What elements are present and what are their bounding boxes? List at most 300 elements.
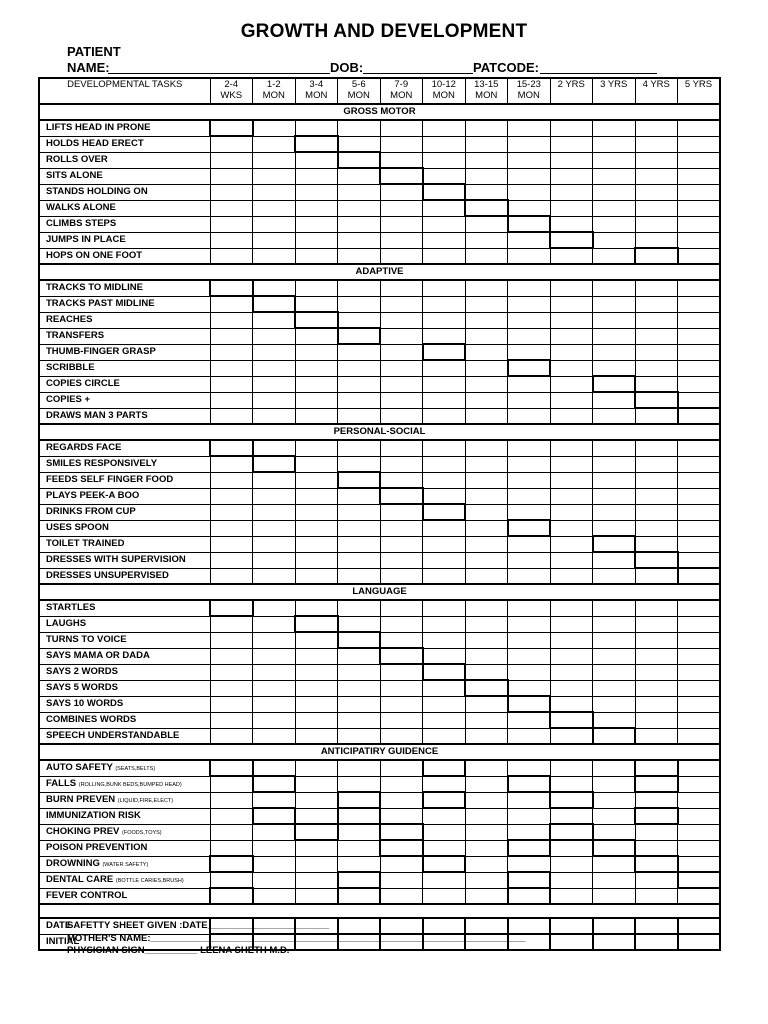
grid-cell[interactable] — [593, 680, 636, 696]
milestone-check-cell[interactable] — [295, 312, 338, 328]
grid-cell[interactable] — [465, 216, 508, 232]
milestone-check-cell[interactable] — [338, 472, 381, 488]
grid-cell[interactable] — [380, 776, 423, 792]
grid-cell[interactable] — [465, 360, 508, 376]
grid-cell[interactable] — [210, 648, 253, 664]
grid-cell[interactable] — [678, 472, 721, 488]
milestone-check-cell[interactable] — [210, 600, 253, 616]
grid-cell[interactable] — [465, 520, 508, 536]
grid-cell[interactable] — [338, 376, 381, 392]
grid-cell[interactable] — [423, 120, 466, 136]
grid-cell[interactable] — [678, 680, 721, 696]
grid-cell[interactable] — [338, 712, 381, 728]
grid-cell[interactable] — [550, 376, 593, 392]
grid-cell[interactable] — [338, 280, 381, 296]
grid-cell[interactable] — [380, 312, 423, 328]
grid-cell[interactable] — [550, 344, 593, 360]
initial-cell[interactable] — [593, 934, 636, 950]
grid-cell[interactable] — [465, 728, 508, 744]
grid-cell[interactable] — [380, 344, 423, 360]
grid-cell[interactable] — [635, 712, 678, 728]
grid-cell[interactable] — [678, 184, 721, 200]
milestone-check-cell[interactable] — [508, 776, 551, 792]
grid-cell[interactable] — [678, 248, 721, 264]
grid-cell[interactable] — [550, 664, 593, 680]
grid-cell[interactable] — [295, 392, 338, 408]
grid-cell[interactable] — [635, 648, 678, 664]
grid-cell[interactable] — [550, 312, 593, 328]
milestone-check-cell[interactable] — [423, 792, 466, 808]
grid-cell[interactable] — [465, 792, 508, 808]
grid-cell[interactable] — [295, 520, 338, 536]
date-cell[interactable] — [635, 918, 678, 934]
grid-cell[interactable] — [295, 792, 338, 808]
grid-cell[interactable] — [465, 536, 508, 552]
grid-cell[interactable] — [593, 520, 636, 536]
grid-cell[interactable] — [593, 216, 636, 232]
milestone-check-cell[interactable] — [210, 888, 253, 904]
grid-cell[interactable] — [423, 616, 466, 632]
grid-cell[interactable] — [253, 504, 296, 520]
grid-cell[interactable] — [380, 792, 423, 808]
grid-cell[interactable] — [678, 328, 721, 344]
grid-cell[interactable] — [380, 216, 423, 232]
date-cell[interactable] — [423, 918, 466, 934]
grid-cell[interactable] — [338, 664, 381, 680]
grid-cell[interactable] — [338, 824, 381, 840]
grid-cell[interactable] — [550, 632, 593, 648]
milestone-check-cell[interactable] — [295, 616, 338, 632]
grid-cell[interactable] — [593, 440, 636, 456]
grid-cell[interactable] — [508, 760, 551, 776]
milestone-check-cell[interactable] — [338, 872, 381, 888]
grid-cell[interactable] — [635, 376, 678, 392]
grid-cell[interactable] — [210, 712, 253, 728]
grid-cell[interactable] — [508, 296, 551, 312]
grid-cell[interactable] — [678, 360, 721, 376]
grid-cell[interactable] — [593, 120, 636, 136]
grid-cell[interactable] — [635, 888, 678, 904]
milestone-check-cell[interactable] — [423, 344, 466, 360]
grid-cell[interactable] — [593, 888, 636, 904]
grid-cell[interactable] — [593, 712, 636, 728]
grid-cell[interactable] — [380, 296, 423, 312]
grid-cell[interactable] — [210, 680, 253, 696]
milestone-check-cell[interactable] — [508, 520, 551, 536]
grid-cell[interactable] — [678, 280, 721, 296]
grid-cell[interactable] — [678, 552, 721, 568]
grid-cell[interactable] — [593, 328, 636, 344]
grid-cell[interactable] — [380, 120, 423, 136]
grid-cell[interactable] — [550, 504, 593, 520]
grid-cell[interactable] — [550, 552, 593, 568]
grid-cell[interactable] — [253, 536, 296, 552]
grid-cell[interactable] — [508, 616, 551, 632]
grid-cell[interactable] — [295, 648, 338, 664]
grid-cell[interactable] — [508, 472, 551, 488]
milestone-check-cell[interactable] — [678, 568, 721, 584]
grid-cell[interactable] — [465, 312, 508, 328]
grid-cell[interactable] — [423, 312, 466, 328]
grid-cell[interactable] — [253, 200, 296, 216]
grid-cell[interactable] — [210, 728, 253, 744]
grid-cell[interactable] — [338, 360, 381, 376]
grid-cell[interactable] — [635, 168, 678, 184]
grid-cell[interactable] — [338, 728, 381, 744]
grid-cell[interactable] — [635, 680, 678, 696]
grid-cell[interactable] — [380, 568, 423, 584]
grid-cell[interactable] — [550, 472, 593, 488]
grid-cell[interactable] — [508, 664, 551, 680]
grid-cell[interactable] — [295, 152, 338, 168]
milestone-check-cell[interactable] — [593, 728, 636, 744]
grid-cell[interactable] — [210, 296, 253, 312]
grid-cell[interactable] — [253, 520, 296, 536]
grid-cell[interactable] — [550, 728, 593, 744]
grid-cell[interactable] — [593, 360, 636, 376]
grid-cell[interactable] — [210, 168, 253, 184]
grid-cell[interactable] — [423, 360, 466, 376]
grid-cell[interactable] — [253, 440, 296, 456]
grid-cell[interactable] — [465, 648, 508, 664]
grid-cell[interactable] — [253, 376, 296, 392]
grid-cell[interactable] — [295, 344, 338, 360]
grid-cell[interactable] — [295, 200, 338, 216]
initial-cell[interactable] — [678, 934, 721, 950]
milestone-check-cell[interactable] — [210, 280, 253, 296]
grid-cell[interactable] — [508, 824, 551, 840]
grid-cell[interactable] — [295, 440, 338, 456]
grid-cell[interactable] — [593, 872, 636, 888]
grid-cell[interactable] — [338, 520, 381, 536]
grid-cell[interactable] — [550, 168, 593, 184]
milestone-check-cell[interactable] — [253, 456, 296, 472]
grid-cell[interactable] — [550, 856, 593, 872]
grid-cell[interactable] — [635, 216, 678, 232]
grid-cell[interactable] — [593, 824, 636, 840]
date-cell[interactable] — [380, 918, 423, 934]
grid-cell[interactable] — [253, 664, 296, 680]
grid-cell[interactable] — [465, 696, 508, 712]
grid-cell[interactable] — [465, 488, 508, 504]
milestone-check-cell[interactable] — [338, 792, 381, 808]
grid-cell[interactable] — [508, 728, 551, 744]
milestone-check-cell[interactable] — [338, 152, 381, 168]
initial-cell[interactable] — [550, 934, 593, 950]
date-cell[interactable] — [678, 918, 721, 934]
grid-cell[interactable] — [295, 776, 338, 792]
grid-cell[interactable] — [295, 712, 338, 728]
grid-cell[interactable] — [338, 296, 381, 312]
grid-cell[interactable] — [593, 648, 636, 664]
grid-cell[interactable] — [635, 328, 678, 344]
grid-cell[interactable] — [295, 184, 338, 200]
grid-cell[interactable] — [253, 232, 296, 248]
grid-cell[interactable] — [253, 408, 296, 424]
grid-cell[interactable] — [508, 312, 551, 328]
grid-cell[interactable] — [338, 760, 381, 776]
grid-cell[interactable] — [210, 504, 253, 520]
milestone-check-cell[interactable] — [508, 872, 551, 888]
grid-cell[interactable] — [338, 392, 381, 408]
grid-cell[interactable] — [423, 152, 466, 168]
grid-cell[interactable] — [253, 312, 296, 328]
grid-cell[interactable] — [550, 776, 593, 792]
grid-cell[interactable] — [423, 872, 466, 888]
grid-cell[interactable] — [295, 280, 338, 296]
grid-cell[interactable] — [593, 600, 636, 616]
grid-cell[interactable] — [678, 136, 721, 152]
milestone-check-cell[interactable] — [508, 696, 551, 712]
milestone-check-cell[interactable] — [380, 840, 423, 856]
grid-cell[interactable] — [380, 888, 423, 904]
grid-cell[interactable] — [338, 344, 381, 360]
milestone-check-cell[interactable] — [678, 408, 721, 424]
milestone-check-cell[interactable] — [423, 664, 466, 680]
grid-cell[interactable] — [593, 632, 636, 648]
grid-cell[interactable] — [550, 136, 593, 152]
milestone-check-cell[interactable] — [295, 136, 338, 152]
grid-cell[interactable] — [465, 664, 508, 680]
grid-cell[interactable] — [678, 616, 721, 632]
grid-cell[interactable] — [423, 776, 466, 792]
grid-cell[interactable] — [380, 632, 423, 648]
grid-cell[interactable] — [678, 792, 721, 808]
initial-cell[interactable] — [635, 934, 678, 950]
grid-cell[interactable] — [635, 152, 678, 168]
grid-cell[interactable] — [508, 680, 551, 696]
grid-cell[interactable] — [210, 184, 253, 200]
date-cell[interactable] — [550, 918, 593, 934]
grid-cell[interactable] — [210, 248, 253, 264]
grid-cell[interactable] — [678, 152, 721, 168]
grid-cell[interactable] — [423, 168, 466, 184]
grid-cell[interactable] — [550, 296, 593, 312]
grid-cell[interactable] — [210, 344, 253, 360]
grid-cell[interactable] — [423, 216, 466, 232]
grid-cell[interactable] — [295, 600, 338, 616]
grid-cell[interactable] — [338, 600, 381, 616]
grid-cell[interactable] — [423, 296, 466, 312]
grid-cell[interactable] — [465, 152, 508, 168]
milestone-check-cell[interactable] — [338, 808, 381, 824]
milestone-check-cell[interactable] — [380, 648, 423, 664]
grid-cell[interactable] — [423, 456, 466, 472]
grid-cell[interactable] — [253, 488, 296, 504]
milestone-check-cell[interactable] — [380, 168, 423, 184]
dob-field[interactable] — [363, 73, 473, 74]
grid-cell[interactable] — [635, 280, 678, 296]
grid-cell[interactable] — [210, 840, 253, 856]
grid-cell[interactable] — [423, 696, 466, 712]
grid-cell[interactable] — [423, 440, 466, 456]
grid-cell[interactable] — [338, 200, 381, 216]
grid-cell[interactable] — [253, 648, 296, 664]
milestone-check-cell[interactable] — [550, 792, 593, 808]
grid-cell[interactable] — [338, 536, 381, 552]
milestone-check-cell[interactable] — [508, 360, 551, 376]
grid-cell[interactable] — [678, 664, 721, 680]
grid-cell[interactable] — [380, 616, 423, 632]
grid-cell[interactable] — [635, 360, 678, 376]
grid-cell[interactable] — [210, 376, 253, 392]
grid-cell[interactable] — [338, 552, 381, 568]
grid-cell[interactable] — [550, 888, 593, 904]
grid-cell[interactable] — [465, 328, 508, 344]
milestone-check-cell[interactable] — [210, 440, 253, 456]
grid-cell[interactable] — [295, 872, 338, 888]
grid-cell[interactable] — [678, 456, 721, 472]
grid-cell[interactable] — [550, 872, 593, 888]
grid-cell[interactable] — [295, 536, 338, 552]
grid-cell[interactable] — [380, 680, 423, 696]
grid-cell[interactable] — [550, 488, 593, 504]
grid-cell[interactable] — [465, 568, 508, 584]
grid-cell[interactable] — [465, 376, 508, 392]
grid-cell[interactable] — [678, 232, 721, 248]
grid-cell[interactable] — [338, 568, 381, 584]
grid-cell[interactable] — [465, 856, 508, 872]
grid-cell[interactable] — [635, 440, 678, 456]
grid-cell[interactable] — [295, 856, 338, 872]
grid-cell[interactable] — [465, 872, 508, 888]
grid-cell[interactable] — [678, 536, 721, 552]
grid-cell[interactable] — [508, 136, 551, 152]
grid-cell[interactable] — [253, 184, 296, 200]
grid-cell[interactable] — [380, 360, 423, 376]
grid-cell[interactable] — [550, 648, 593, 664]
grid-cell[interactable] — [508, 376, 551, 392]
grid-cell[interactable] — [210, 824, 253, 840]
grid-cell[interactable] — [635, 184, 678, 200]
grid-cell[interactable] — [295, 456, 338, 472]
grid-cell[interactable] — [593, 504, 636, 520]
grid-cell[interactable] — [253, 792, 296, 808]
grid-cell[interactable] — [380, 328, 423, 344]
grid-cell[interactable] — [210, 664, 253, 680]
grid-cell[interactable] — [678, 216, 721, 232]
grid-cell[interactable] — [253, 632, 296, 648]
grid-cell[interactable] — [550, 184, 593, 200]
grid-cell[interactable] — [635, 200, 678, 216]
milestone-check-cell[interactable] — [508, 840, 551, 856]
grid-cell[interactable] — [423, 280, 466, 296]
grid-cell[interactable] — [508, 552, 551, 568]
grid-cell[interactable] — [380, 392, 423, 408]
grid-cell[interactable] — [210, 808, 253, 824]
grid-cell[interactable] — [253, 696, 296, 712]
grid-cell[interactable] — [210, 488, 253, 504]
grid-cell[interactable] — [253, 280, 296, 296]
grid-cell[interactable] — [210, 552, 253, 568]
grid-cell[interactable] — [423, 600, 466, 616]
grid-cell[interactable] — [635, 840, 678, 856]
grid-cell[interactable] — [635, 616, 678, 632]
milestone-check-cell[interactable] — [338, 328, 381, 344]
grid-cell[interactable] — [338, 184, 381, 200]
grid-cell[interactable] — [635, 344, 678, 360]
patcode-field[interactable] — [540, 73, 657, 74]
grid-cell[interactable] — [550, 216, 593, 232]
grid-cell[interactable] — [380, 408, 423, 424]
milestone-check-cell[interactable] — [423, 760, 466, 776]
milestone-check-cell[interactable] — [423, 504, 466, 520]
grid-cell[interactable] — [210, 408, 253, 424]
grid-cell[interactable] — [338, 216, 381, 232]
grid-cell[interactable] — [508, 648, 551, 664]
grid-cell[interactable] — [380, 200, 423, 216]
grid-cell[interactable] — [210, 872, 253, 888]
grid-cell[interactable] — [295, 408, 338, 424]
milestone-check-cell[interactable] — [465, 680, 508, 696]
grid-cell[interactable] — [550, 120, 593, 136]
grid-cell[interactable] — [635, 472, 678, 488]
milestone-check-cell[interactable] — [423, 856, 466, 872]
grid-cell[interactable] — [380, 536, 423, 552]
milestone-check-cell[interactable] — [508, 888, 551, 904]
milestone-check-cell[interactable] — [338, 632, 381, 648]
milestone-check-cell[interactable] — [593, 840, 636, 856]
grid-cell[interactable] — [678, 728, 721, 744]
grid-cell[interactable] — [253, 600, 296, 616]
grid-cell[interactable] — [380, 520, 423, 536]
grid-cell[interactable] — [423, 376, 466, 392]
grid-cell[interactable] — [593, 472, 636, 488]
grid-cell[interactable] — [210, 360, 253, 376]
grid-cell[interactable] — [338, 504, 381, 520]
grid-cell[interactable] — [465, 392, 508, 408]
grid-cell[interactable] — [635, 408, 678, 424]
grid-cell[interactable] — [423, 408, 466, 424]
grid-cell[interactable] — [508, 232, 551, 248]
grid-cell[interactable] — [593, 280, 636, 296]
grid-cell[interactable] — [253, 344, 296, 360]
grid-cell[interactable] — [508, 200, 551, 216]
milestone-check-cell[interactable] — [253, 776, 296, 792]
grid-cell[interactable] — [465, 776, 508, 792]
grid-cell[interactable] — [295, 568, 338, 584]
grid-cell[interactable] — [423, 888, 466, 904]
grid-cell[interactable] — [678, 344, 721, 360]
date-cell[interactable] — [465, 918, 508, 934]
grid-cell[interactable] — [380, 872, 423, 888]
grid-cell[interactable] — [508, 280, 551, 296]
grid-cell[interactable] — [465, 760, 508, 776]
grid-cell[interactable] — [253, 392, 296, 408]
grid-cell[interactable] — [253, 168, 296, 184]
grid-cell[interactable] — [295, 696, 338, 712]
grid-cell[interactable] — [380, 552, 423, 568]
grid-cell[interactable] — [550, 248, 593, 264]
grid-cell[interactable] — [635, 136, 678, 152]
grid-cell[interactable] — [550, 600, 593, 616]
grid-cell[interactable] — [423, 328, 466, 344]
grid-cell[interactable] — [593, 792, 636, 808]
grid-cell[interactable] — [635, 504, 678, 520]
grid-cell[interactable] — [253, 760, 296, 776]
grid-cell[interactable] — [338, 856, 381, 872]
grid-cell[interactable] — [210, 136, 253, 152]
grid-cell[interactable] — [380, 760, 423, 776]
grid-cell[interactable] — [508, 120, 551, 136]
grid-cell[interactable] — [253, 728, 296, 744]
grid-cell[interactable] — [678, 808, 721, 824]
grid-cell[interactable] — [465, 408, 508, 424]
grid-cell[interactable] — [380, 232, 423, 248]
grid-cell[interactable] — [253, 680, 296, 696]
grid-cell[interactable] — [465, 168, 508, 184]
grid-cell[interactable] — [678, 504, 721, 520]
